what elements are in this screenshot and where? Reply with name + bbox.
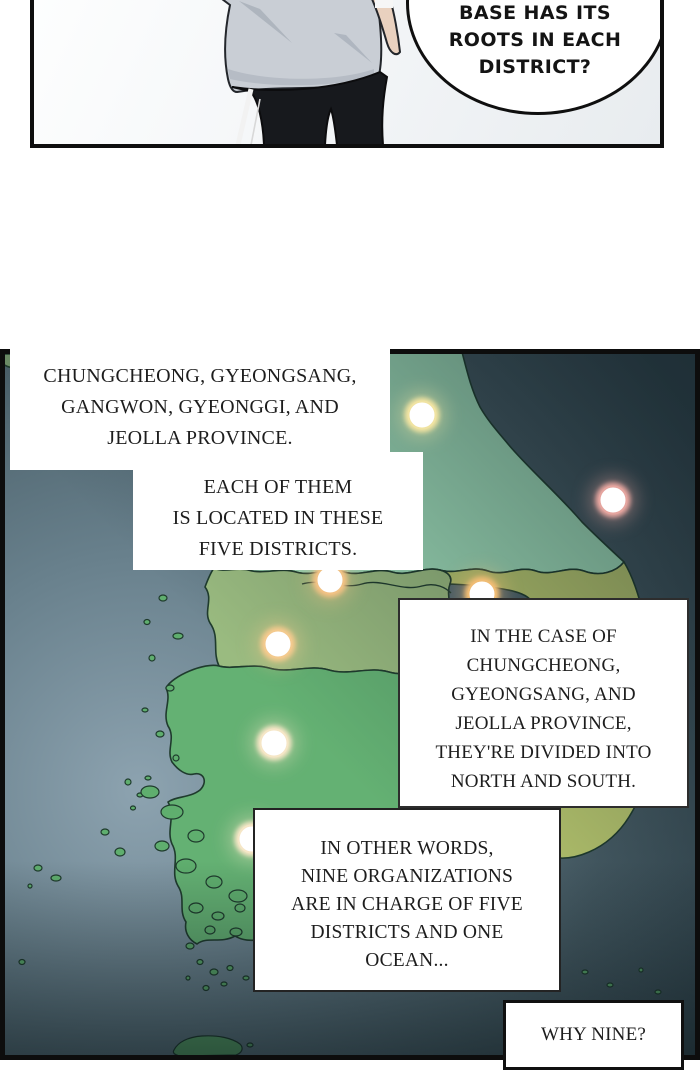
text-line: DISTRICTS AND ONE xyxy=(310,922,504,943)
text-line: FIVE DISTRICTS. xyxy=(198,538,358,560)
text-line: IN OTHER WORDS, xyxy=(320,838,494,859)
text-line: WHY NINE? xyxy=(540,1024,647,1045)
text-line: EACH OF THEM xyxy=(203,476,353,498)
base-marker xyxy=(264,630,293,659)
text-line: IN THE CASE OF xyxy=(470,626,617,647)
pants-stripe-thin xyxy=(251,99,260,145)
base-marker xyxy=(599,486,628,515)
text-line: NORTH AND SOUTH. xyxy=(450,771,637,792)
text-line: ROOTS IN EACH xyxy=(448,29,622,51)
text-line: CHUNGCHEONG, GYEONGSANG, xyxy=(43,365,357,387)
speech-bubble-text xyxy=(406,0,664,81)
text-line: JEOLLA PROVINCE, xyxy=(455,713,632,734)
narration-box-1 xyxy=(10,336,390,470)
top-comic-panel xyxy=(30,0,664,148)
narration-box-3 xyxy=(398,598,689,808)
narration-box-2 xyxy=(133,452,423,570)
text-line: BASE HAS ITS xyxy=(459,2,611,24)
text-line: DISTRICT? xyxy=(478,56,592,78)
text-line: ARE IN CHARGE OF FIVE xyxy=(291,894,523,915)
text-line: JEOLLA PROVINCE. xyxy=(107,427,293,449)
narration-box-5 xyxy=(503,1000,684,1070)
text-line: GYEONGSANG, AND xyxy=(451,684,636,705)
pants-stripe xyxy=(238,89,251,145)
base-marker xyxy=(260,729,289,758)
text-line: IS LOCATED IN THESE xyxy=(172,507,384,529)
text-line: NINE ORGANIZATIONS xyxy=(300,866,514,887)
text-line: THEY'RE DIVIDED INTO xyxy=(435,742,652,763)
text-line: GANGWON, GYEONGGI, AND xyxy=(61,396,339,418)
text-line: OCEAN... xyxy=(365,950,449,971)
base-marker xyxy=(408,401,437,430)
cuff xyxy=(375,0,393,8)
narration-box-4 xyxy=(253,808,561,992)
text-line: CHUNGCHEONG, xyxy=(466,655,621,676)
